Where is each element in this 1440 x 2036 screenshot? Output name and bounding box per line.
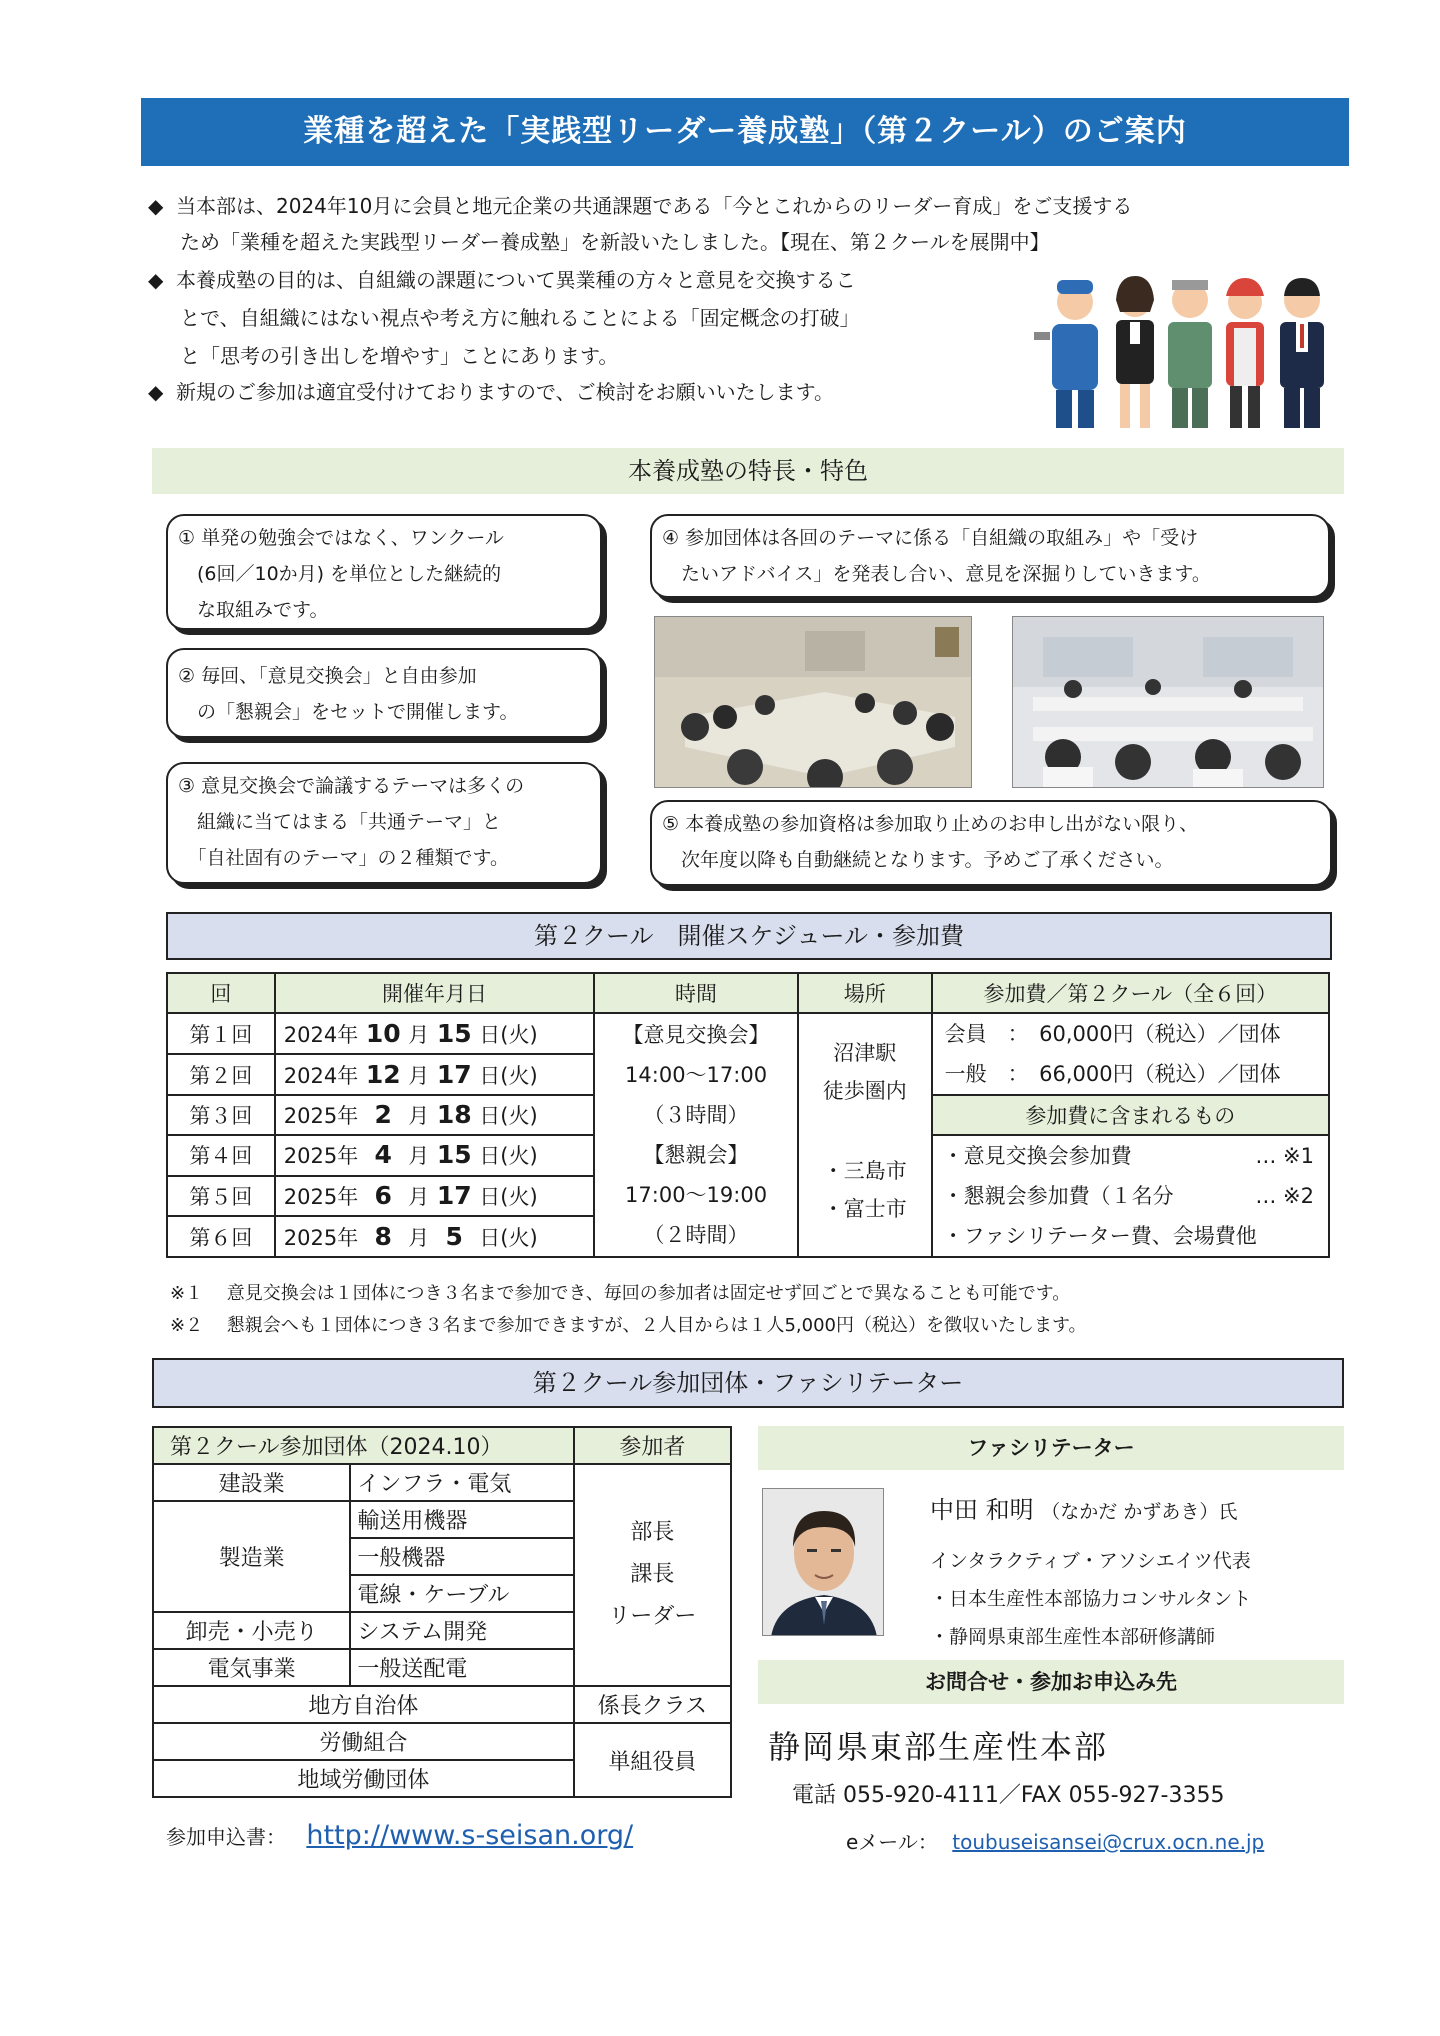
date-day: 15 xyxy=(436,1140,472,1170)
date-day-unit: 日(火) xyxy=(479,1184,538,1209)
meeting-photo-2 xyxy=(1012,616,1324,788)
place-line: 徒歩圏内 xyxy=(822,1079,907,1103)
participants-table xyxy=(152,1426,732,1798)
time-cell xyxy=(594,1013,798,1257)
features-heading: 本養成塾の特長・特色 xyxy=(152,448,1344,494)
intro-bullet-1 xyxy=(148,188,1348,260)
date-month: 10 xyxy=(365,1018,401,1048)
session-no: 第３回 xyxy=(167,1095,275,1135)
workers-illustration xyxy=(1030,262,1350,432)
industry-construction: 建設業 xyxy=(153,1464,350,1501)
session-no: 第４回 xyxy=(167,1135,275,1176)
col-header-fee: 参加費／第２クール（全６回） xyxy=(932,973,1329,1013)
facilitator-name-line xyxy=(930,1490,1237,1525)
place-cell xyxy=(798,1013,932,1257)
date-month: 8 xyxy=(374,1221,392,1251)
time-line: 【懇親会】 xyxy=(643,1143,749,1167)
sub-manufacturing: 輸送用機器 xyxy=(350,1501,573,1538)
apply-label: 参加申込書： xyxy=(166,1825,286,1849)
apply-link[interactable]: http://www.s-seisan.org/ xyxy=(306,1820,634,1851)
date-year: 2025年 xyxy=(283,1104,359,1128)
date-year: 2025年 xyxy=(283,1184,359,1209)
time-line: （２時間） xyxy=(643,1223,749,1247)
col-header-time: 時間 xyxy=(594,973,798,1013)
feature-2: ② 毎回、「意見交換会」と自由参加 の「懇親会」をセットで開催します。 xyxy=(166,648,602,738)
date-day-unit: 日(火) xyxy=(479,1022,538,1047)
time-line: 【意見交換会】 xyxy=(622,1023,770,1047)
facilitator-photo xyxy=(762,1488,884,1636)
email-label: eメール： xyxy=(846,1830,938,1854)
fee-cell xyxy=(932,1013,1329,1095)
table-row xyxy=(153,1464,731,1501)
email-line xyxy=(846,1826,1264,1855)
date-day: 15 xyxy=(436,1018,472,1048)
org-regional-union: 地域労働団体 xyxy=(153,1760,574,1797)
date-year: 2025年 xyxy=(283,1225,359,1250)
include-mark: … ※2 xyxy=(1255,1184,1314,1208)
sub-retail: システム開発 xyxy=(350,1612,573,1649)
org-union: 労働組合 xyxy=(153,1723,574,1760)
include-item xyxy=(943,1216,1328,1256)
facilitator-titles xyxy=(930,1542,1251,1656)
intro-line: 本養成塾の目的は、自組織の課題について異業種の方々と意見を交換するこ xyxy=(176,268,856,292)
facilitator-title: ・静岡県東部生産性本部研修講師 xyxy=(930,1626,1216,1648)
sub-construction: インフラ・電気 xyxy=(350,1464,573,1501)
session-date xyxy=(275,1054,594,1095)
worker-businessman-icon xyxy=(1280,278,1324,428)
participants-heading: 第２クール参加団体・ファシリテーター xyxy=(152,1358,1344,1408)
col-header-date: 開催年月日 xyxy=(275,973,594,1013)
date-month-unit: 月 xyxy=(408,1022,430,1047)
feature-1: ① 単発の勉強会ではなく、ワンクール (6回／10か月) を単位とした継続的 な取組みです。 xyxy=(166,514,602,630)
note-1: ※１ 意見交換会は１団体につき３名まで参加でき、毎回の参加者は固定せず回ごとで異なることも可能です。 xyxy=(170,1283,1071,1304)
date-year: 2025年 xyxy=(283,1144,359,1169)
feature-4: ④ 参加団体は各回のテーマに係る「自組織の取組み」や「受け たいアドバイス」を発表し合い、意見を深掘りしていきます。 xyxy=(650,514,1330,598)
date-day: 17 xyxy=(436,1059,472,1089)
role: リーダー xyxy=(608,1604,697,1629)
date-month: 12 xyxy=(365,1059,401,1089)
date-day: 17 xyxy=(436,1180,472,1210)
role-chief: 係長クラス xyxy=(574,1686,731,1723)
sub-manufacturing: 電線・ケーブル xyxy=(350,1575,573,1612)
roles-managers xyxy=(574,1464,731,1686)
intro-bullet-2 xyxy=(148,262,1028,370)
time-line: 17:00～19:00 xyxy=(625,1183,768,1207)
worker-shop-woman-icon xyxy=(1226,278,1264,428)
date-month-unit: 月 xyxy=(408,1184,430,1209)
table-row xyxy=(153,1723,731,1760)
facilitator-name: 中田 和明 xyxy=(930,1496,1034,1524)
place-line: ・三島市 xyxy=(822,1159,907,1183)
include-text: ・ファシリテーター費、会場費他 xyxy=(942,1224,1257,1248)
contact-org: 静岡県東部生産性本部 xyxy=(768,1728,1109,1766)
feature-3: ③ 意見交換会で論議するテーマは多くの 組織に当てはまる「共通テーマ」と 「自社固有のテーマ」の２種類です。 xyxy=(166,762,602,884)
date-month-unit: 月 xyxy=(408,1063,430,1088)
table-row xyxy=(153,1686,731,1723)
bullet-marker: ◆ xyxy=(148,194,164,218)
worker-factory-man-icon xyxy=(1168,280,1212,428)
date-month: 4 xyxy=(374,1140,392,1170)
date-month-unit: 月 xyxy=(408,1144,430,1169)
industry-electric: 電気事業 xyxy=(153,1649,350,1686)
intro-line: 当本部は、2024年10月に会員と地元企業の共通課題である「今とこれからのリーダー育成」をご支援する xyxy=(176,194,1133,218)
date-day-unit: 日(火) xyxy=(479,1144,538,1169)
date-day: 5 xyxy=(445,1221,463,1251)
apply-line xyxy=(166,1820,633,1851)
include-text: ・意見交換会参加費 xyxy=(942,1144,1132,1168)
session-date xyxy=(275,1176,594,1217)
org-local-gov: 地方自治体 xyxy=(153,1686,574,1723)
sub-manufacturing: 一般機器 xyxy=(350,1538,573,1575)
facilitator-title: インタラクティブ・アソシエイツ代表 xyxy=(930,1550,1251,1572)
table-row xyxy=(167,1013,1329,1054)
date-month: 6 xyxy=(374,1180,392,1210)
fee-member: 会員 ： 60,000円（税込）／団体 xyxy=(944,1022,1281,1046)
attendee-header: 参加者 xyxy=(574,1427,731,1464)
col-header-place: 場所 xyxy=(798,973,932,1013)
meeting-photo-1 xyxy=(654,616,972,788)
date-month-unit: 月 xyxy=(408,1225,430,1250)
session-no: 第２回 xyxy=(167,1054,275,1095)
fee-includes-list xyxy=(932,1135,1329,1257)
place-line: ・富士市 xyxy=(822,1197,907,1221)
facilitator-title: ・日本生産性本部協力コンサルタント xyxy=(930,1588,1252,1610)
session-date xyxy=(275,1013,594,1054)
session-date xyxy=(275,1216,594,1257)
fee-includes-heading: 参加費に含まれるもの xyxy=(932,1095,1329,1135)
role: 課長 xyxy=(630,1562,675,1587)
date-month-unit: 月 xyxy=(408,1104,430,1128)
fee-general: 一般 ： 66,000円（税込）／団体 xyxy=(944,1062,1281,1086)
col-header-no: 回 xyxy=(167,973,275,1013)
page-title: 業種を超えた「実践型リーダー養成塾」（第２クール）のご案内 xyxy=(141,98,1349,166)
schedule-table xyxy=(166,972,1330,1258)
intro-line: 新規のご参加は適宜受付けておりますので、ご検討をお願いいたします。 xyxy=(176,380,834,404)
contact-heading: お問合せ・参加お申込み先 xyxy=(758,1660,1344,1704)
session-date xyxy=(275,1095,594,1135)
email-link[interactable]: toubuseisansei@crux.ocn.ne.jp xyxy=(952,1830,1265,1854)
industry-manufacturing: 製造業 xyxy=(153,1501,350,1612)
role-union-officer: 単組役員 xyxy=(574,1723,731,1797)
feature-5: ⑤ 本養成塾の参加資格は参加取り止めのお申し出がない限り、 次年度以降も自動継続となります。予めご了承ください。 xyxy=(650,800,1332,886)
intro-line: と「思考の引き出しを増やす」ことにあります。 xyxy=(180,344,619,368)
bullet-marker: ◆ xyxy=(148,268,164,292)
intro-line: ため「業種を超えた実践型リーダー養成塾」を新設いたしました。【現在、第２クールを展開中】 xyxy=(180,230,1050,254)
session-date xyxy=(275,1135,594,1176)
intro-line: とで、自組織にはない視点や考え方に触れることによる「固定概念の打破」 xyxy=(180,306,860,330)
industry-retail: 卸売・小売り xyxy=(153,1612,350,1649)
worker-office-woman-icon xyxy=(1116,276,1154,428)
include-item xyxy=(943,1176,1328,1216)
intro-bullet-3 xyxy=(148,374,1028,410)
schedule-heading: 第２クール 開催スケジュール・参加費 xyxy=(166,912,1332,960)
facilitator-reading: （なかだ かずあき）氏 xyxy=(1041,1501,1238,1523)
date-day-unit: 日(火) xyxy=(479,1225,538,1250)
place-line: 沼津駅 xyxy=(833,1041,897,1065)
date-month: 2 xyxy=(374,1100,392,1129)
session-no: 第６回 xyxy=(167,1216,275,1257)
contact-phone: 電話 055-920-4111／FAX 055-927-3355 xyxy=(792,1783,1225,1808)
include-text: ・懇親会参加費（１名分 xyxy=(942,1184,1174,1208)
time-line: （３時間） xyxy=(643,1103,749,1127)
date-year: 2024年 xyxy=(283,1022,359,1047)
org-header: 第２クール参加団体（2024.10） xyxy=(153,1427,574,1464)
session-no: 第１回 xyxy=(167,1013,275,1054)
worker-mechanic-icon xyxy=(1034,280,1098,428)
include-item xyxy=(943,1136,1328,1176)
include-mark: … ※1 xyxy=(1255,1144,1314,1168)
session-no: 第５回 xyxy=(167,1176,275,1217)
facilitator-heading: ファシリテーター xyxy=(758,1426,1344,1470)
note-2: ※２ 懇親会へも１団体につき３名まで参加できますが、２人目からは１人5,000円（税込）を徴収いたします。 xyxy=(170,1315,1087,1336)
bullet-marker: ◆ xyxy=(148,380,164,404)
time-line: 14:00～17:00 xyxy=(625,1063,768,1087)
date-day: 18 xyxy=(436,1100,472,1129)
date-day-unit: 日(火) xyxy=(479,1063,538,1088)
date-year: 2024年 xyxy=(283,1063,359,1088)
date-day-unit: 日(火) xyxy=(479,1104,538,1128)
sub-electric: 一般送配電 xyxy=(350,1649,573,1686)
role: 部長 xyxy=(630,1520,675,1545)
